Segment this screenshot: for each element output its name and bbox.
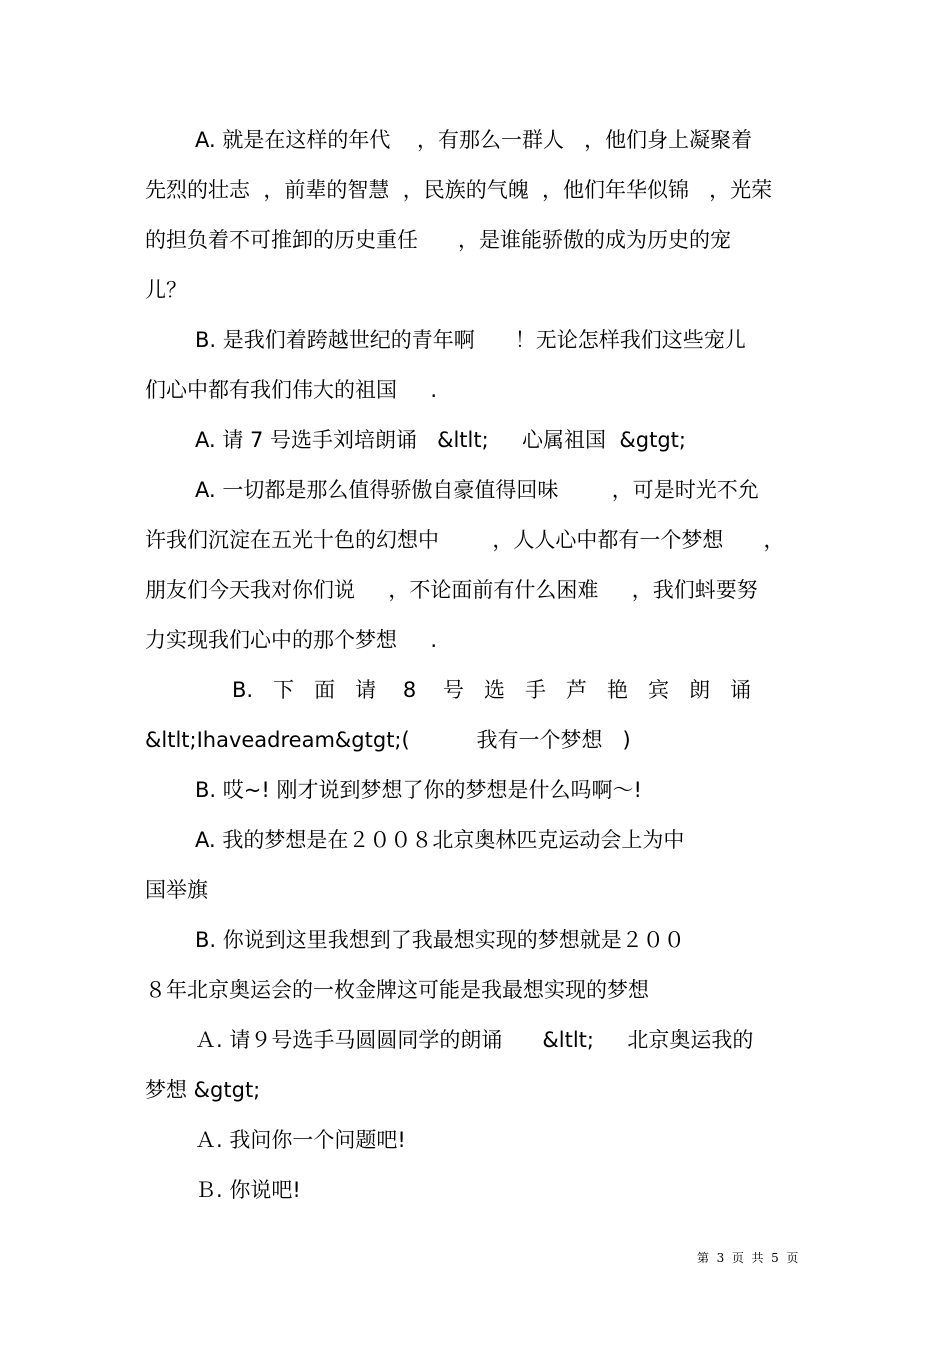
paragraph-line: 力实现我们心中的那个梦想 . <box>145 628 438 652</box>
paragraph-line: B. 下 面 请 8 号 选 手 芦 艳 宾 朗 诵 <box>232 678 752 702</box>
paragraph-line: Ｂ. 你说吧! <box>195 1178 301 1202</box>
paragraph-line: 先烈的壮志 ，前辈的智慧 ，民族的气魄 ，他们年华似锦 ，光荣 <box>145 178 773 202</box>
paragraph-line: 们心中都有我们伟大的祖国 . <box>145 378 438 402</box>
paragraph-line: 国举旗 <box>145 878 208 902</box>
paragraph-line: Ａ. 我问你一个问题吧! <box>195 1128 406 1152</box>
paragraph-line: 儿？ <box>145 278 187 302</box>
paragraph-line: ８年北京奥运会的一枚金牌这可能是我最想实现的梦想 <box>145 978 649 1002</box>
paragraph-line: A. 就是在这样的年代 ，有那么一群人 ，他们身上凝聚着 <box>195 128 753 152</box>
paragraph-line: 梦想 &gtgt; <box>145 1078 261 1102</box>
paragraph-line: &ltlt;Ihaveadream&gtgt;( 我有一个梦想 ) <box>145 728 631 752</box>
paragraph-line: A. 请 7 号选手刘培朗诵 &ltlt; 心属祖国 &gtgt; <box>195 428 686 452</box>
paragraph-line: A. 我的梦想是在２００８北京奥林匹克运动会上为中 <box>195 828 685 852</box>
paragraph-line: 的担负着不可推卸的历史重任 ，是谁能骄傲的成为历史的宠 <box>145 228 732 252</box>
paragraph-line: B. 你说到这里我想到了我最想实现的梦想就是２００ <box>195 928 685 952</box>
paragraph-line: A. 一切都是那么值得骄傲自豪值得回味 ，可是时光不允 <box>195 478 759 502</box>
page-number-footer: 第 3 页 共 5 页 <box>697 1251 799 1265</box>
paragraph-line: B. 哎~! 刚才说到梦想了你的梦想是什么吗啊～! <box>195 778 642 802</box>
paragraph-line: B. 是我们着跨越世纪的青年啊 ！无论怎样我们这些宠儿 <box>195 328 746 352</box>
paragraph-line: Ａ. 请９号选手马圆圆同学的朗诵 &ltlt; 北京奥运我的 <box>195 1028 754 1052</box>
paragraph-line: 许我们沉淀在五光十色的幻想中 ，人人心中都有一个梦想 ， <box>145 528 785 552</box>
paragraph-line: 朋友们今天我对你们说 ，不论面前有什么困难 ，我们蚪要努 <box>145 578 758 602</box>
